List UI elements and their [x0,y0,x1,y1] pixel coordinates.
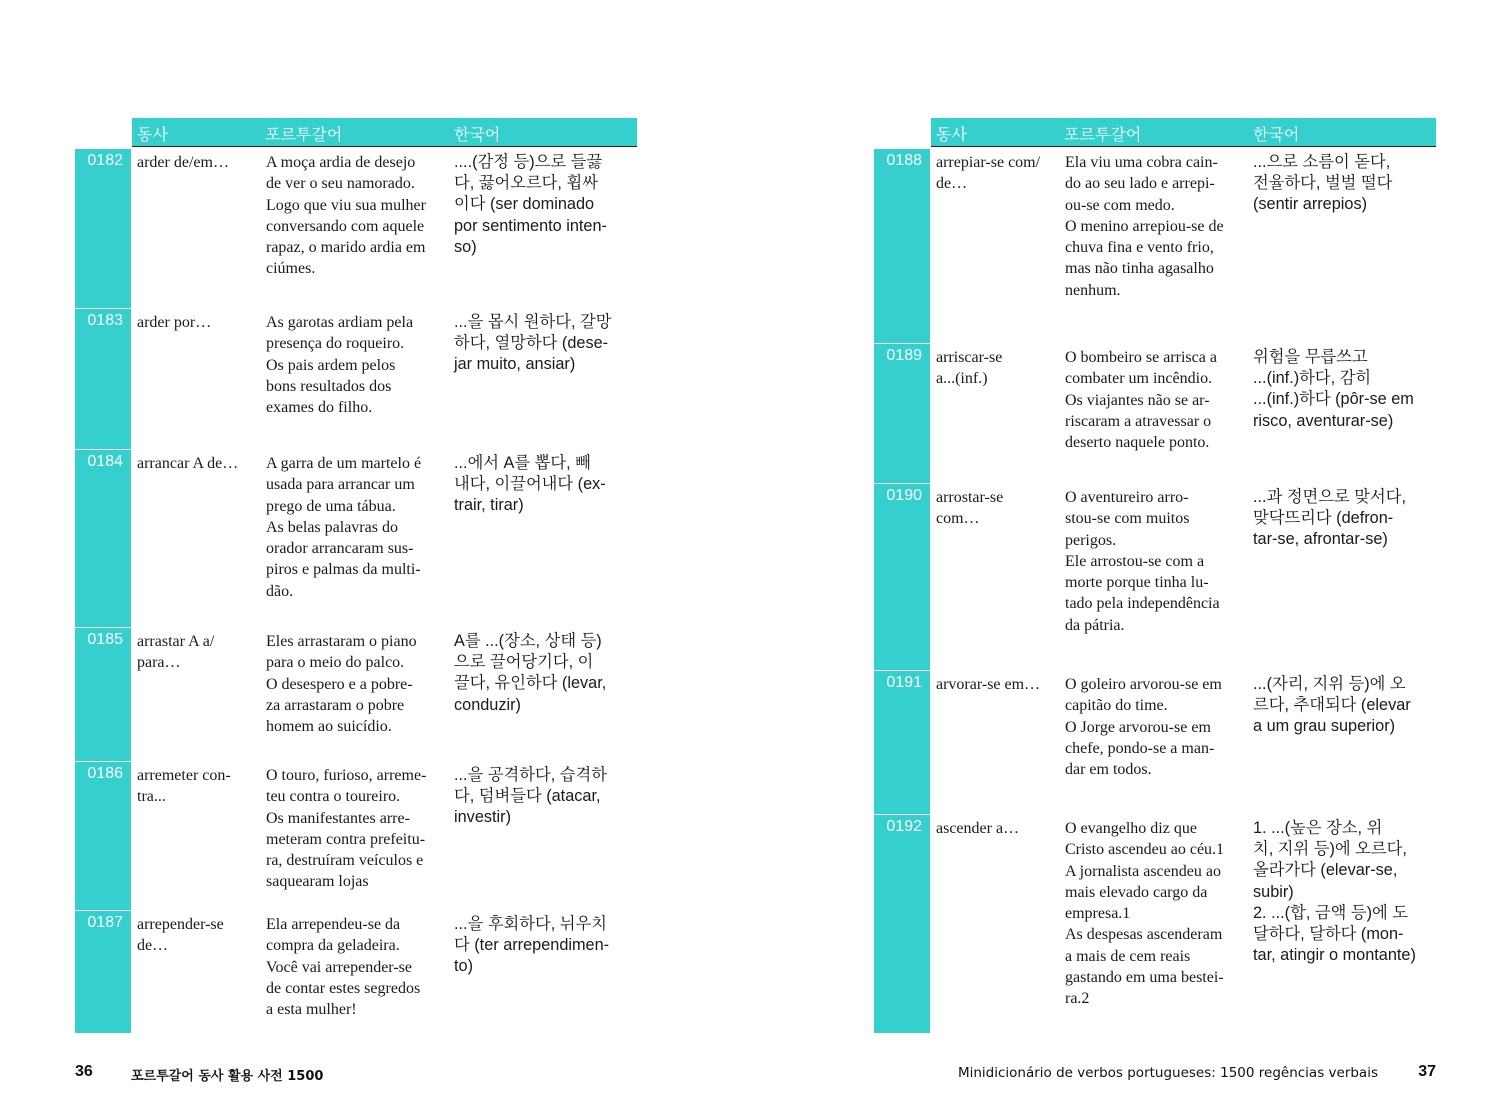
entry-korean: ...(자리, 지위 등)에 오 르다, 추대되다 (elevar a um grau superior) [1253,675,1411,736]
header-verb: 동사 [936,125,967,144]
entry-verb: arder de/em… [137,154,229,171]
entry-list [874,149,1436,1034]
entry-example: A moça ardia de desejo de ver o seu namorado. Logo que viu sua mulher conversando com aquele rapaz, o marido ardia em ciúmes. [266,154,426,278]
entry-list [75,149,637,1034]
entry-verb: arvorar-se em… [936,676,1041,693]
header-portuguese: 포르투갈어 [1064,125,1142,144]
entry-number: 0192 [874,815,930,1033]
entry-number: 0186 [75,762,131,910]
table-row [75,628,637,762]
entry-verb: arrostar-se com… [936,489,1004,528]
entry-korean: ...과 정면으로 맞서다, 맞닥뜨리다 (defron- tar-se, afrontar-se) [1253,488,1406,549]
entry-example: O aventureiro arro- stou-se com muitos perigos. Ele arrostou-se com a morte porque tinha lu- tado pela independência da pátria. [1065,489,1220,634]
entry-example: Ela arrependeu-se da compra da geladeira. Você vai arrepender-se de contar estes segredos a esta mulher! [266,916,421,1019]
entry-number: 0187 [75,911,131,1033]
entry-number: 0185 [75,628,131,761]
entry-number: 0183 [75,309,131,449]
table-header [75,118,637,147]
header-verb: 동사 [137,125,168,144]
entry-number: 0182 [75,149,131,308]
entry-korean: 1. ...(높은 장소, 위 치, 지위 등)에 오르다, 올라가다 (elevar-se, subir) 2. ...(합, 금액 등)에 도 달하다, 달하다 (mon- tar, atingir o montante) [1253,819,1416,965]
right-page [874,118,1436,1008]
entry-verb: arremeter con- tra... [137,767,231,806]
entry-number: 0188 [874,149,930,343]
table-row [874,484,1436,671]
entry-example: O evangelho diz que Cristo ascendeu ao céu.1 A jornalista ascendeu ao mais elevado cargo da empresa.1 As despesas ascenderam a mais de cem reais gastando em uma bestei- ra.2 [1065,820,1225,1008]
entry-korean: ....(감정 등)으로 들끓 다, 끓어오르다, 휩싸 이다 (ser dominado por sentimento inten- so) [454,153,607,256]
table-row [874,671,1436,815]
entry-example: O goleiro arvorou-se em capitão do time. O Jorge arvorou-se em chefe, pondo-se a man- dar em todos. [1065,676,1222,779]
entry-verb: arrepiar-se com/ de… [936,154,1041,193]
page-number-right: 37 [1418,1063,1436,1080]
entry-verb: arrepender-se de… [137,916,224,955]
entry-korean: ...을 몹시 원하다, 갈망 하다, 열망하다 (dese- jar muito, ansiar) [454,313,612,374]
table-row [75,309,637,450]
table-row [874,815,1436,1034]
header-rule [931,146,1436,147]
entry-example: A garra de um martelo é usada para arrancar um prego de uma tábua. As belas palavras do orador arrancaram sus- piros e palmas da multi- dão. [266,455,422,600]
entry-verb: arder por… [137,314,212,331]
entry-example: Eles arrastaram o piano para o meio do palco. O desespero e a pobre- za arrastaram o pobre homem ao suicídio. [266,633,417,736]
header-rule [132,146,637,147]
entry-korean: ...을 공격하다, 습격하 다, 덤벼들다 (atacar, investir) [454,766,607,827]
entry-korean: A를 ...(장소, 상태 등) 으로 끌어당기다, 이 끌다, 유인하다 (levar, conduzir) [454,632,607,714]
header-korean: 한국어 [1253,125,1300,144]
entry-verb: arrastar A a/ para… [137,633,215,672]
entry-korean: ...을 후회하다, 뉘우치 다 (ter arrependimen- to) [454,915,610,976]
entry-number: 0191 [874,671,930,814]
table-row [874,344,1436,484]
page-number-left: 36 [75,1063,93,1080]
entry-example: O bombeiro se arrisca a combater um incêndio. Os viajantes não se ar- riscaram a atravessar o deserto naquele ponto. [1065,349,1217,452]
entry-example: O touro, furioso, arreme- teu contra o toureiro. Os manifestantes arre- meteram contra prefeitu- ra, destruíram veículos e saquearam lojas [266,767,427,891]
table-row [874,149,1436,344]
left-page [75,118,637,1019]
entry-verb: arriscar-se a...(inf.) [936,349,1003,388]
entry-example: As garotas ardiam pela presença do roqueiro. Os pais ardem pelos bons resultados dos exames do filho. [266,314,414,417]
header-portuguese: 포르투갈어 [265,125,343,144]
header-bar [132,118,637,146]
header-bar [931,118,1436,146]
entry-korean: ...으로 소름이 돋다, 전율하다, 벌벌 떨다 (sentir arrepios) [1253,153,1393,214]
header-korean: 한국어 [454,125,501,144]
table-header [874,118,1436,147]
entry-korean: 위험을 무릅쓰고 ...(inf.)하다, 감히 ...(inf.)하다 (pôr-se em risco, aventurar-se) [1253,348,1414,430]
entry-verb: ascender a… [936,820,1020,837]
book-title-portuguese: Minidicionário de verbos portugueses: 1500 regências verbais [957,1065,1378,1081]
entry-number: 0184 [75,450,131,627]
entry-number: 0190 [874,484,930,670]
table-row [75,911,637,1034]
entry-number: 0189 [874,344,930,483]
table-row [75,450,637,628]
entry-example: Ela viu uma cobra cain- do ao seu lado e arrepi- ou-se com medo. O menino arrepiou-se de chuva fina e vento frio, mas não tinha agasalho nenhum. [1065,154,1224,299]
entry-korean: ...에서 A를 뽑다, 빼 내다, 이끌어내다 (ex- trair, tirar) [454,454,606,515]
book-title-korean: 포르투갈어 동사 활용 사전 1500 [131,1069,324,1084]
table-row [75,149,637,309]
table-row [75,762,637,911]
entry-verb: arrancar A de… [137,455,239,472]
